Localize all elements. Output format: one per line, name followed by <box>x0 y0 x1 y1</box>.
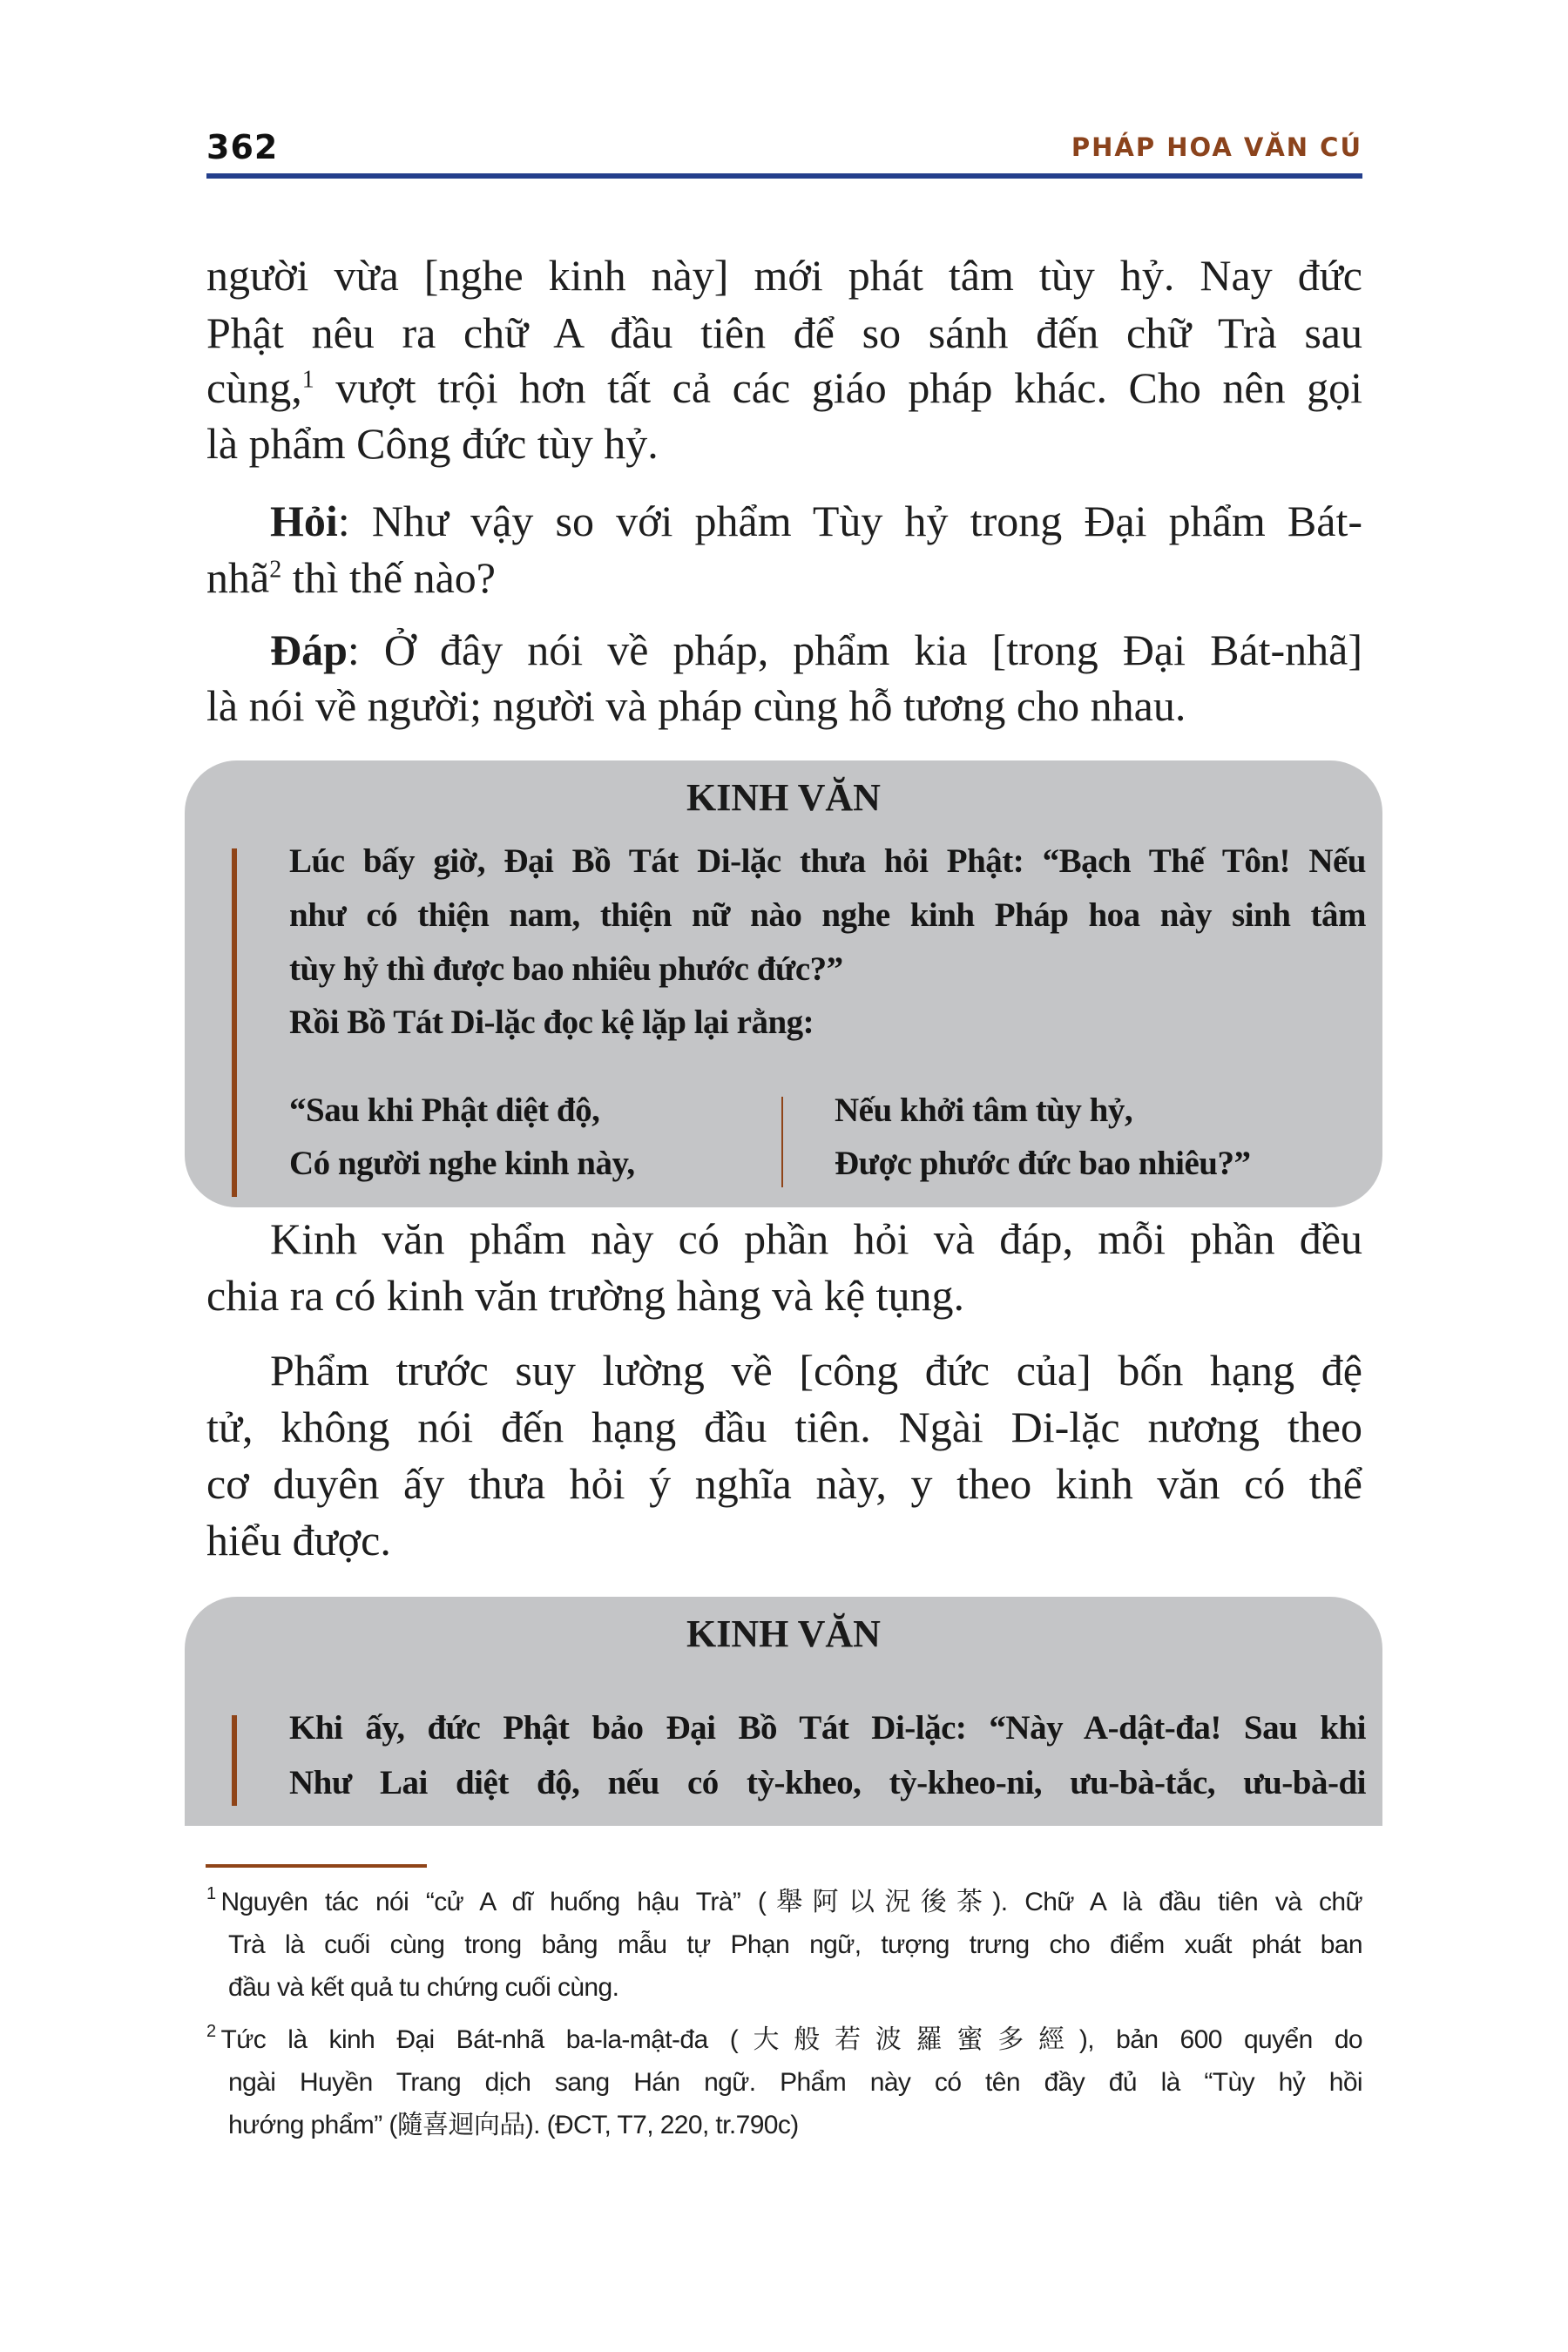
question-line <box>270 493 1362 549</box>
body-line: là phẩm Công đức tùy hỷ. <box>206 419 659 468</box>
page-number: 362 <box>206 128 279 166</box>
running-title: PHÁP HOA VĂN CÚ <box>1071 132 1362 162</box>
verse-line: “Sau khi Phật diệt độ, <box>289 1092 600 1129</box>
footnote-ref-2[interactable]: 2 <box>269 556 282 584</box>
verse-line: Được phước đức bao nhiêu?” <box>835 1145 1251 1182</box>
question-text: nhã <box>206 553 270 602</box>
body-text: cùng, <box>206 363 302 412</box>
body-line <box>206 360 1362 416</box>
footnote-text: Nguyên tác nói “cử A dĩ huống hậu Trà” (舉阿以況後茶). Chữ A là đầu tiên và chữ <box>220 1888 1362 1916</box>
footnote-line: ngài Huyền Trang dịch sang Hán ngữ. Phẩm này có tên đầy đủ là “Tùy hỷ hồi <box>228 2068 1362 2097</box>
header-rule <box>206 173 1362 179</box>
body-line: tử, không nói đến hạng đầu tiên. Ngài Di-lặc nương theo <box>206 1402 1362 1451</box>
body-text: vượt trội hơn tất cả các giáo pháp khác. Cho nên gọi <box>335 363 1362 412</box>
scripture-box-title: KINH VĂN <box>686 776 881 819</box>
scripture-line: Như Lai diệt độ, nếu có tỳ-kheo, tỳ-kheo-ni, ưu-bà-tắc, ưu-bà-di <box>289 1764 1366 1801</box>
footnote-1 <box>206 1881 1362 1923</box>
body-line: chia ra có kinh văn trường hàng và kệ tụng. <box>206 1271 964 1320</box>
body-line: Phật nêu ra chữ A đầu tiên để so sánh đến chữ Trà sau <box>206 308 1362 357</box>
verse-line: Nếu khởi tâm tùy hỷ, <box>835 1092 1133 1129</box>
footnote-line: hướng phẩm” (隨喜迴向品). (ĐCT, T7, 220, tr.790c) <box>228 2111 799 2139</box>
body-line: hiểu được. <box>206 1516 391 1565</box>
footnote-2 <box>206 2018 1362 2061</box>
question-label: Hỏi <box>270 497 338 545</box>
body-line: cơ duyên ấy thưa hỏi ý nghĩa này, y theo kinh văn có thể <box>206 1459 1362 1508</box>
body-line: Phẩm trước suy lường về [công đức của] bốn hạng đệ <box>270 1346 1362 1395</box>
answer-text: : Ở đây nói về pháp, phẩm kia [trong Đại Bát-nhã] <box>347 625 1362 674</box>
footnote-line: Trà là cuối cùng trong bảng mẫu tự Phạn ngữ, tượng trưng cho điểm xuất phát ban <box>228 1930 1362 1959</box>
body-line: người vừa [nghe kinh này] mới phát tâm tùy hỷ. Nay đức <box>206 251 1362 300</box>
footnote-mark: 1 <box>206 1884 216 1903</box>
scripture-line: như có thiện nam, thiện nữ nào nghe kinh Pháp hoa này sinh tâm <box>289 896 1366 934</box>
verse-divider <box>781 1097 783 1187</box>
footnote-line: đầu và kết quả tu chứng cuối cùng. <box>228 1973 619 2002</box>
footnote-rule <box>206 1864 427 1868</box>
scripture-accent-bar <box>232 1715 237 1806</box>
scripture-line: Lúc bấy giờ, Đại Bồ Tát Di-lặc thưa hỏi Phật: “Bạch Thế Tôn! Nếu <box>289 842 1366 880</box>
answer-label: Đáp <box>270 625 348 674</box>
body-line: Kinh văn phẩm này có phần hỏi và đáp, mỗi phần đều <box>270 1214 1362 1263</box>
question-text: thì thế nào? <box>281 553 496 602</box>
scripture-accent-bar <box>232 848 237 1197</box>
footnote-ref-1[interactable]: 1 <box>301 366 314 394</box>
footnote-text: Tức là kinh Đại Bát-nhã ba-la-mật-đa (大般若波羅蜜多經), bản 600 quyển do <box>220 2025 1362 2054</box>
scripture-line: Khi ấy, đức Phật bảo Đại Bồ Tát Di-lặc: “Này A-dật-đa! Sau khi <box>289 1709 1366 1747</box>
verse-line: Có người nghe kinh này, <box>289 1145 635 1182</box>
question-text: : Như vậy so với phẩm Tùy hỷ trong Đại phẩm Bát- <box>337 497 1362 545</box>
scripture-box-title: KINH VĂN <box>686 1612 881 1655</box>
scripture-line: tùy hỷ thì được bao nhiêu phước đức?” <box>289 950 843 988</box>
question-line <box>206 550 1362 605</box>
answer-line: là nói về người; người và pháp cùng hỗ tương cho nhau. <box>206 681 1186 730</box>
scripture-line: Rồi Bồ Tát Di-lặc đọc kệ lặp lại rằng: <box>289 1004 814 1041</box>
answer-line <box>270 622 1362 678</box>
footnote-mark: 2 <box>206 2022 216 2041</box>
